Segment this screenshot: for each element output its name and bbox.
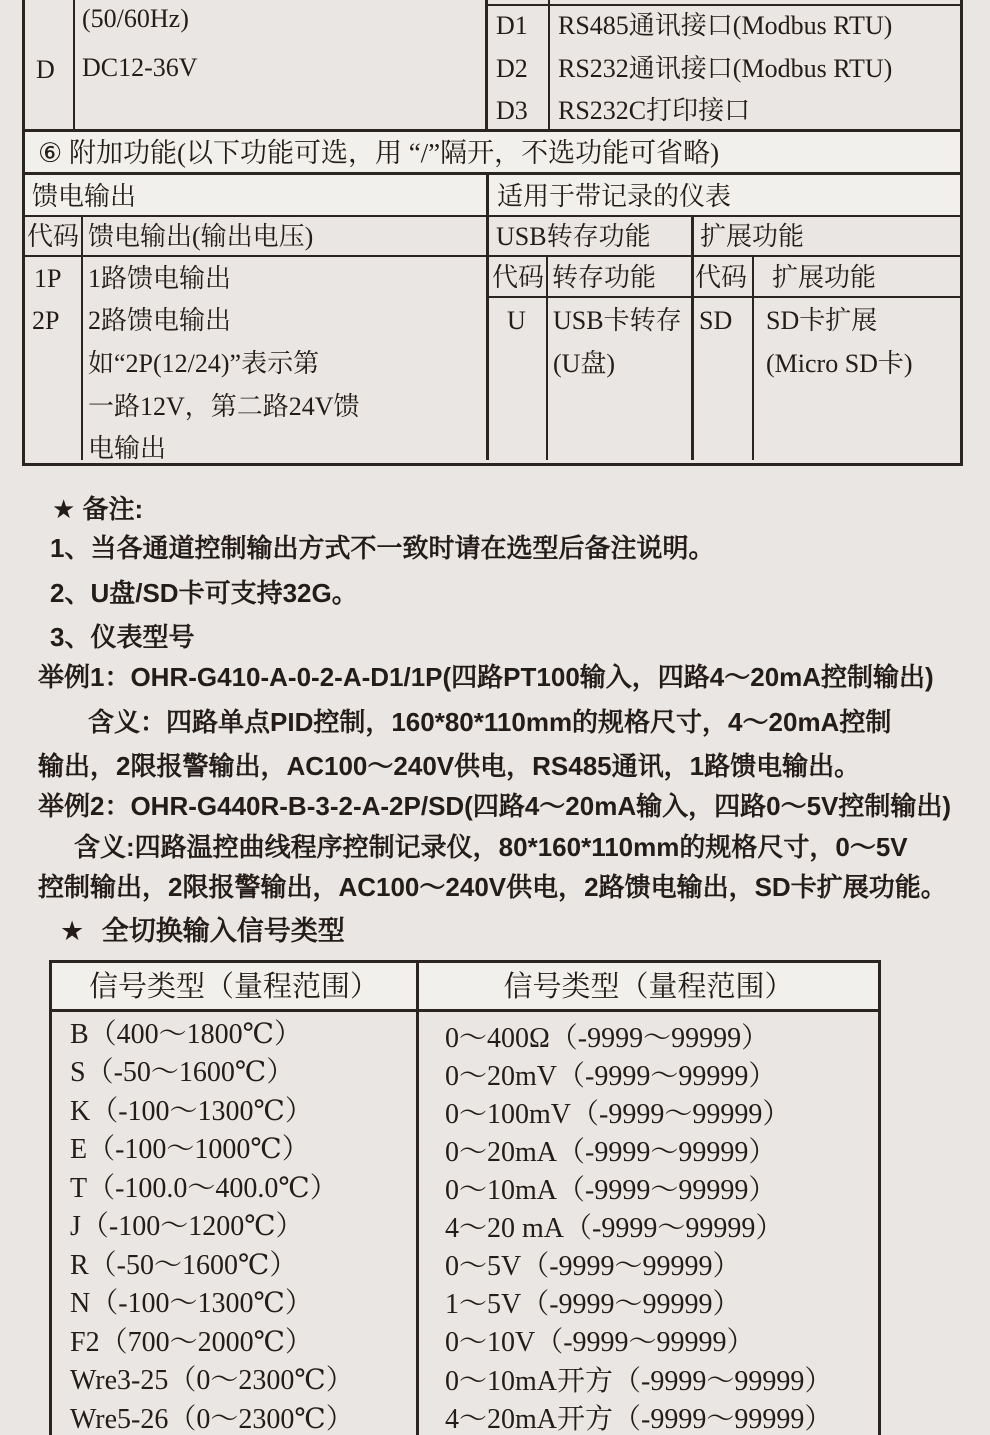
signal-row: 1～5V（-9999～99999） xyxy=(445,1289,741,1320)
divider xyxy=(22,0,25,129)
feed-row-desc: 2路馈电输出 xyxy=(88,306,232,335)
usb-col-code: 代码 xyxy=(492,263,545,292)
usb-desc-line: (U盘) xyxy=(553,349,616,378)
signal-row: J（-100～1200℃） xyxy=(70,1211,304,1242)
comm-row-code: D1 xyxy=(496,11,528,40)
divider xyxy=(73,0,75,129)
signal-header-right: 信号类型（量程范围） xyxy=(503,971,794,1003)
feed-note-line: 如“2P(12/24)”表示第 xyxy=(88,349,320,378)
note-item: 1、当各通道控制输出方式不一致时请在选型后备注说明。 xyxy=(50,533,715,563)
signal-section-title: 全切换输入信号类型 xyxy=(101,916,345,946)
signal-row: 0～10V（-9999～99999） xyxy=(445,1327,755,1358)
signal-row: B（400～1800℃） xyxy=(70,1019,302,1050)
example-line: 举例1：OHR-G410-A-0-2-A-D1/1P(四路PT100输入，四路4～20mA控制输出) xyxy=(38,662,934,692)
example-line: 控制输出，2限报警输出，AC100～240V供电，2路馈电输出，SD卡扩展功能。 xyxy=(38,872,947,902)
note-item: 2、U盘/SD卡可支持32G。 xyxy=(50,578,358,608)
comm-row-code: D3 xyxy=(496,96,528,125)
signal-row: 0～5V（-9999～99999） xyxy=(445,1251,741,1282)
usb-header: USB转存功能 xyxy=(496,222,651,251)
signal-row: E（-100～1000℃） xyxy=(70,1134,310,1165)
ext-col-desc: 扩展功能 xyxy=(772,263,877,292)
signal-row: 4～20mA开方（-9999～99999） xyxy=(445,1404,833,1435)
example-line: 含义：四路单点PID控制，160*80*110mm的规格尺寸，4～20mA控制 xyxy=(88,707,892,737)
signal-row: 0～20mA（-9999～99999） xyxy=(445,1137,777,1168)
divider xyxy=(25,215,960,217)
divider xyxy=(691,215,694,460)
signal-row: 4～20 mA（-9999～99999） xyxy=(445,1213,784,1244)
signal-row: 0～10mA（-9999～99999） xyxy=(445,1175,777,1206)
divider xyxy=(489,296,960,298)
feed-row-code: 2P xyxy=(32,306,60,335)
power-code: D xyxy=(36,55,55,84)
example-line: 输出，2限报警输出，AC100～240V供电，RS485通讯，1路馈电输出。 xyxy=(38,751,861,781)
signal-row: 0～400Ω（-9999～99999） xyxy=(445,1023,770,1054)
signal-row: R（-50～1600℃） xyxy=(70,1250,298,1281)
comm-row-code: D2 xyxy=(496,54,528,83)
feed-col-code: 代码 xyxy=(27,222,80,251)
notes-title: 备注: xyxy=(82,494,144,524)
signal-row: 0～100mV（-9999～99999） xyxy=(445,1099,791,1130)
feed-row-desc: 1路馈电输出 xyxy=(88,264,232,293)
usb-col-desc: 转存功能 xyxy=(552,263,657,292)
divider xyxy=(485,4,963,6)
divider xyxy=(548,0,550,129)
ext-header: 扩展功能 xyxy=(700,222,805,251)
feed-header-band xyxy=(25,175,960,215)
section-title: ⑥ 附加功能(以下功能可选，用 “/”隔开，不选功能可省略) xyxy=(38,138,720,168)
comm-row-desc: RS485通讯接口(Modbus RTU) xyxy=(558,11,893,40)
usb-desc-line: USB卡转存 xyxy=(553,306,682,335)
star-icon: ★ xyxy=(60,916,85,946)
feed-col-desc: 馈电输出(输出电压) xyxy=(88,222,314,251)
example-line: 含义:四路温控曲线程序控制记录仪，80*160*110mm的规格尺寸，0～5V xyxy=(74,832,908,862)
signal-row: T（-100.0～400.0℃） xyxy=(70,1173,338,1204)
divider xyxy=(546,255,548,460)
signal-section-heading xyxy=(60,916,345,947)
note-item: 3、仪表型号 xyxy=(50,622,195,652)
feed-note-line: 一路12V，第二路24V馈 xyxy=(88,392,360,421)
divider xyxy=(416,963,419,1435)
ext-col-code: 代码 xyxy=(695,263,748,292)
comm-row-desc: RS232通讯接口(Modbus RTU) xyxy=(558,54,893,83)
divider xyxy=(960,0,963,129)
ext-code: SD xyxy=(699,306,733,335)
ext-desc-line: (Micro SD卡) xyxy=(766,349,913,378)
divider xyxy=(485,0,488,129)
divider xyxy=(486,175,489,460)
feed-row-code: 1P xyxy=(34,264,62,293)
signal-row: N（-100～1300℃） xyxy=(70,1288,313,1319)
star-icon: ★ xyxy=(52,494,76,524)
example-line: 举例2：OHR-G440R-B-3-2-A-2P/SD(四路4～20mA输入，四路0～5V控制输出) xyxy=(38,791,952,821)
feed-header: 馈电输出 xyxy=(32,182,137,211)
comm-row-desc: RS232C打印接口 xyxy=(558,96,751,125)
signal-header-left: 信号类型（量程范围） xyxy=(88,971,379,1003)
signal-row: Wre3-25（0～2300℃） xyxy=(70,1365,354,1396)
signal-row: Wre5-26（0～2300℃） xyxy=(70,1404,354,1435)
signal-row: F2（700～2000℃） xyxy=(70,1327,313,1358)
power-freq-note: (50/60Hz) xyxy=(82,4,189,33)
divider xyxy=(25,255,960,257)
ext-desc-line: SD卡扩展 xyxy=(766,306,878,335)
divider xyxy=(752,255,754,460)
signal-row: K（-100～1300℃） xyxy=(70,1096,313,1127)
feed-note-line: 电输出 xyxy=(88,434,167,463)
usb-code: U xyxy=(507,306,526,335)
notes-heading xyxy=(52,495,143,525)
signal-row: 0～20mV（-9999～99999） xyxy=(445,1061,777,1092)
divider xyxy=(81,215,83,460)
signal-row: 0～10mA开方（-9999～99999） xyxy=(445,1366,833,1397)
signal-row: S（-50～1600℃） xyxy=(70,1057,295,1088)
record-header: 适用于带记录的仪表 xyxy=(497,182,732,211)
power-desc: DC12-36V xyxy=(82,53,198,82)
